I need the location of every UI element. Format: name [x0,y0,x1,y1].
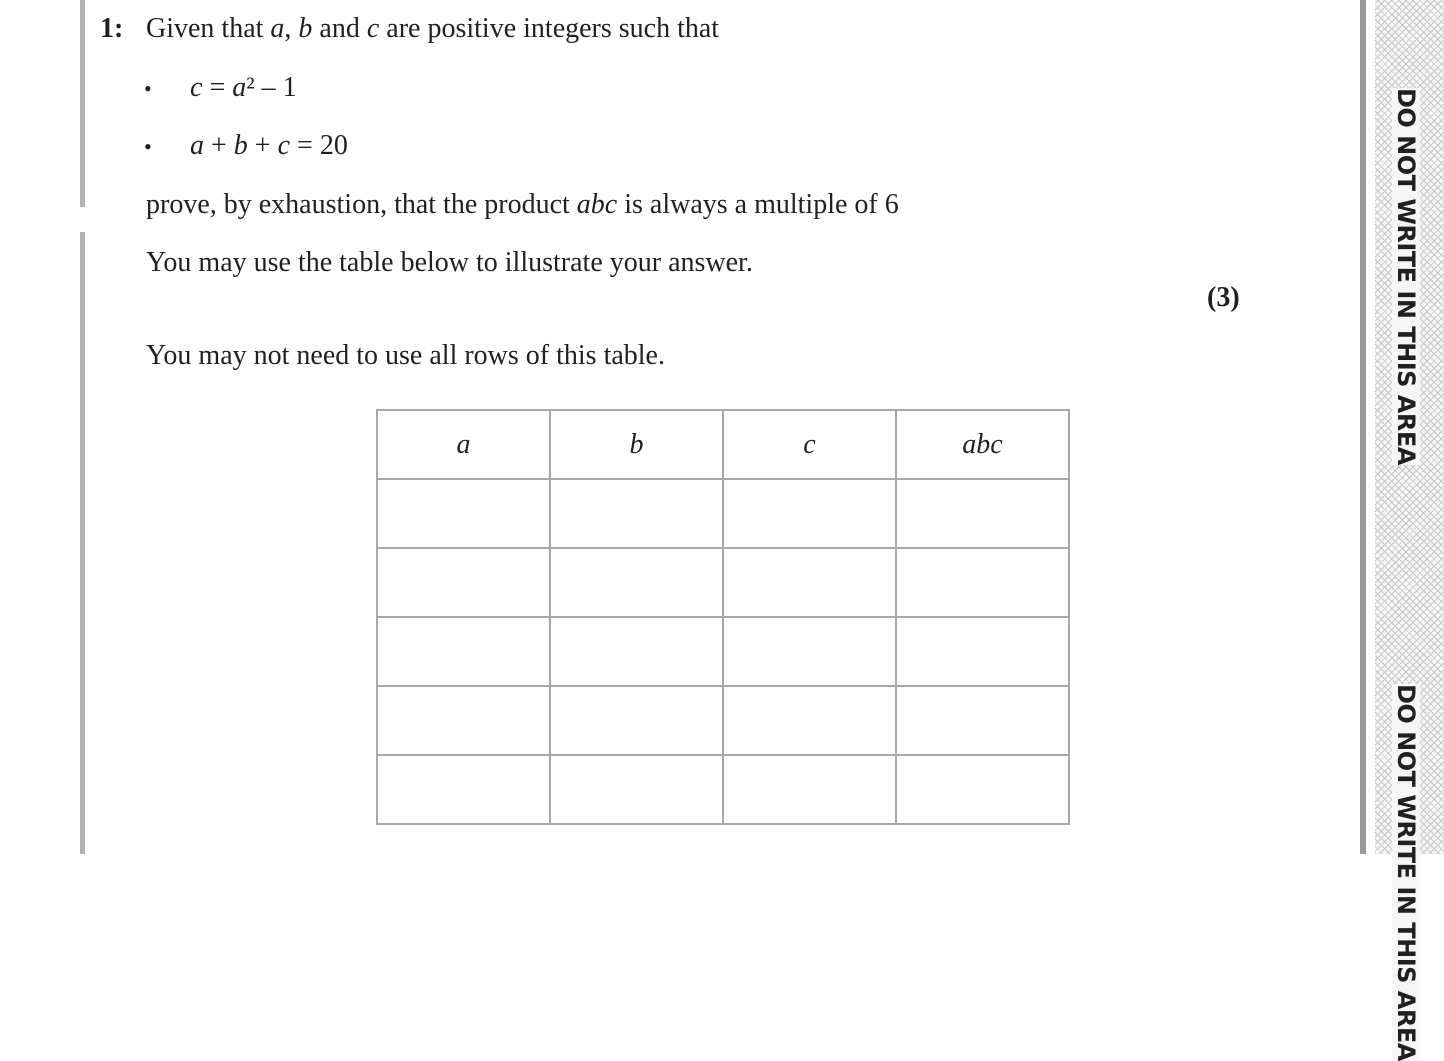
condition-1: c = a² – 1 [190,72,297,103]
table-cell[interactable] [377,686,550,755]
table-row [377,686,1069,755]
table-cell[interactable] [550,548,723,617]
table-cell[interactable] [723,479,896,548]
table-cell[interactable] [550,617,723,686]
header-a: a [377,410,550,479]
answer-table [376,409,1070,825]
left-margin-bar-top [80,0,85,207]
question-number: 1: [100,13,124,44]
table-cell[interactable] [723,548,896,617]
question-intro: Given that a, b and c are positive integers such that [146,13,720,44]
marks-value: (3) [1207,282,1240,313]
bullet-1: • [144,76,152,101]
table-cell[interactable] [723,755,896,824]
table-cell[interactable] [377,755,550,824]
do-not-write-label-2: DO NOT WRITE IN THIS AREA [1392,684,1420,1061]
do-not-write-label-1: DO NOT WRITE IN THIS AREA [1392,88,1420,465]
header-c: c [723,410,896,479]
table-cell[interactable] [896,617,1069,686]
table-row [377,479,1069,548]
question-prompt: prove, by exhaustion, that the product abc is always a multiple of 6 [146,189,899,220]
right-margin-bar [1360,0,1366,854]
table-cell[interactable] [896,686,1069,755]
table-cell[interactable] [896,755,1069,824]
table-cell[interactable] [377,548,550,617]
table-cell[interactable] [550,686,723,755]
table-row [377,548,1069,617]
table-row [377,755,1069,824]
header-abc: abc [896,410,1069,479]
left-margin-bar-bottom [80,232,85,854]
table-cell[interactable] [377,617,550,686]
table-cell[interactable] [896,479,1069,548]
table-cell[interactable] [723,617,896,686]
table-cell[interactable] [723,686,896,755]
table-cell[interactable] [377,479,550,548]
table-cell[interactable] [896,548,1069,617]
table-cell[interactable] [550,755,723,824]
condition-2: a + b + c = 20 [190,130,348,161]
rows-note: You may not need to use all rows of this table. [146,340,665,371]
table-row [377,617,1069,686]
bullet-2: • [144,134,152,159]
table-cell[interactable] [550,479,723,548]
table-header-row [377,410,1069,479]
table-instruction: You may use the table below to illustrate your answer. [146,247,753,278]
header-b: b [550,410,723,479]
